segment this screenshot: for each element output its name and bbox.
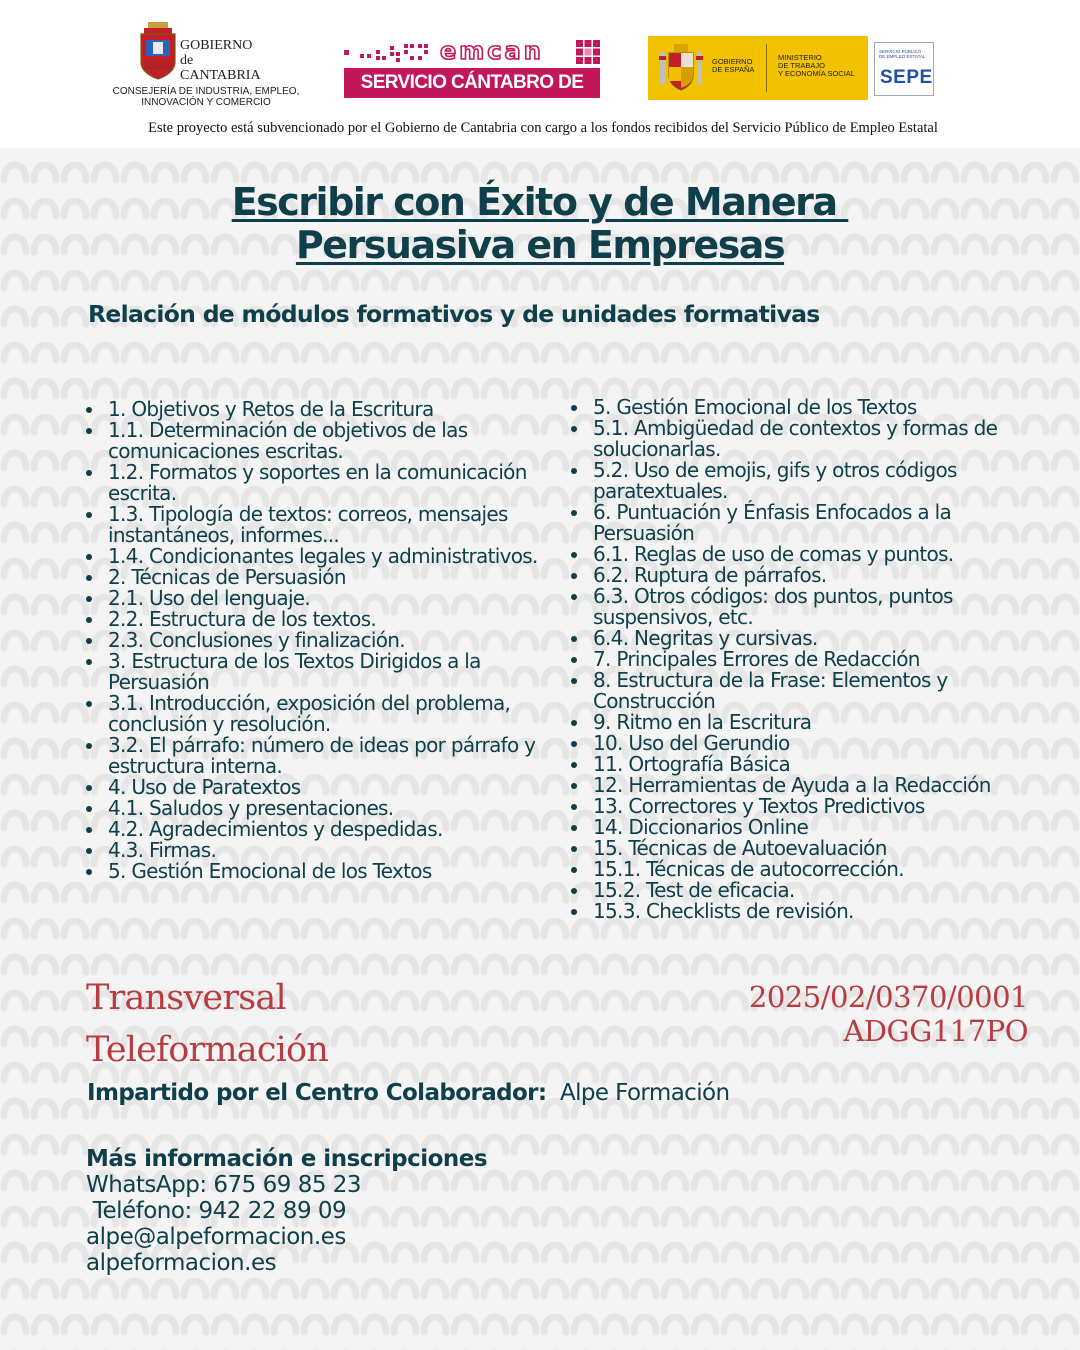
course-title <box>90 181 990 267</box>
gc-name-line: GOBIERNO <box>180 38 253 53</box>
emcan-grid-icon <box>576 40 600 64</box>
list-item: 12. Herramientas de Ayuda a la Redacción <box>571 775 1041 796</box>
list-item: 2.2. Estructura de los textos. <box>86 609 556 630</box>
gc-name-line: CANTABRIA <box>180 68 261 83</box>
contact-whatsapp[interactable]: WhatsApp: 675 69 85 23 <box>86 1172 362 1198</box>
course-category-block <box>86 972 328 1076</box>
contact-email-link[interactable]: alpe@alpeformacion.es <box>86 1224 346 1250</box>
course-title-line: Escribir con Éxito y de Manera <box>231 180 849 224</box>
contact-heading: Más información e inscripciones <box>86 1146 488 1172</box>
emcan-bar-text: SERVICIO CÁNTABRO DE EMPLEO <box>344 68 600 98</box>
list-item: 1.1. Determinación de objetivos de las comunicaciones escritas. <box>86 420 556 462</box>
contact-website-link[interactable]: alpeformacion.es <box>86 1250 277 1276</box>
emcan-logo <box>344 37 602 123</box>
spain-coat-of-arms-icon <box>658 44 704 92</box>
course-modality: Teleformación <box>86 1030 329 1070</box>
espana-gov-line: DE ESPAÑA <box>712 65 755 74</box>
list-item: 4.3. Firmas. <box>86 840 556 861</box>
list-item: 6.1. Reglas de uso de comas y puntos. <box>571 544 1041 565</box>
ministry-line: Y ECONOMÍA SOCIAL <box>778 69 855 78</box>
module-list-right <box>571 397 1041 922</box>
gobierno-espana-logo <box>648 36 868 100</box>
list-item: 9. Ritmo en la Escritura <box>571 712 1041 733</box>
list-item: 3. Estructura de los Textos Dirigidos a la Persuasión <box>86 651 556 693</box>
list-item: 1.3. Tipología de textos: correos, mensajes instantáneos, informes... <box>86 504 556 546</box>
module-list-left <box>86 399 556 882</box>
sepe-small-line: SERVICIO PÚBLICO <box>879 49 922 54</box>
list-item: 8. Estructura de la Frase: Elementos y Construcción <box>571 670 1041 712</box>
list-item: 5. Gestión Emocional de los Textos <box>86 861 556 882</box>
sepe-logo <box>874 42 934 96</box>
emcan-pixel-dots-icon <box>344 42 434 62</box>
gc-department-line: CONSEJERÍA DE INDUSTRIA, EMPLEO, <box>112 86 300 97</box>
list-item: 4.1. Saludos y presentaciones. <box>86 798 556 819</box>
ministry-line: DE TRABAJO <box>778 61 825 70</box>
list-item: 3.1. Introducción, exposición del problema, conclusión y resolución. <box>86 693 556 735</box>
cantabria-shield-icon <box>138 22 178 80</box>
list-item: 11. Ortografía Básica <box>571 754 1041 775</box>
espana-gov-line: GOBIERNO <box>712 57 753 66</box>
list-item: 5.1. Ambigüedad de contextos y formas de solucionarlas. <box>571 418 1041 460</box>
list-item: 5.2. Uso de emojis, gifs y otros códigos paratextuales. <box>571 460 1041 502</box>
list-item: 6.3. Otros códigos: dos puntos, puntos suspensivos, etc. <box>571 586 1041 628</box>
modules-heading: Relación de módulos formativos y de unidades formativas <box>88 300 820 328</box>
subsidy-note: Este proyecto está subvencionado por el Gobierno de Cantabria con cargo a los fondos recibidos del Servicio Público de Empleo Estatal <box>148 120 938 136</box>
list-item: 1.4. Condicionantes legales y administrativos. <box>86 546 556 567</box>
list-item: 4.2. Agradecimientos y despedidas. <box>86 819 556 840</box>
list-item: 14. Diccionarios Online <box>571 817 1041 838</box>
course-codes-block <box>749 980 1028 1048</box>
contact-phone[interactable]: Teléfono: 942 22 89 09 <box>86 1198 347 1224</box>
list-item: 6.2. Ruptura de párrafos. <box>571 565 1041 586</box>
course-category: Transversal <box>86 978 286 1018</box>
contact-block <box>86 1146 487 1276</box>
course-code: ADGG117PO <box>843 1014 1028 1048</box>
list-item: 4. Uso de Paratextos <box>86 777 556 798</box>
espana-separator <box>766 44 767 92</box>
gc-name-line: de <box>180 53 194 68</box>
course-title-line: Persuasiva en Empresas <box>295 223 785 267</box>
list-item: 10. Uso del Gerundio <box>571 733 1041 754</box>
gc-department-line: INNOVACIÓN Y COMERCIO <box>141 97 271 108</box>
sepe-small-line: DE EMPLEO ESTATAL <box>879 54 926 59</box>
list-item: 2.1. Uso del lenguaje. <box>86 588 556 609</box>
sepe-wordmark: SEPE <box>880 67 933 88</box>
list-item: 15. Técnicas de Autoevaluación <box>571 838 1041 859</box>
list-item: 13. Correctores y Textos Predictivos <box>571 796 1041 817</box>
provider-name: Alpe Formación <box>559 1080 730 1106</box>
list-item: 1. Objetivos y Retos de la Escritura <box>86 399 556 420</box>
list-item: 6.4. Negritas y cursivas. <box>571 628 1041 649</box>
list-item: 6. Puntuación y Énfasis Enfocados a la Persuasión <box>571 502 1041 544</box>
list-item: 1.2. Formatos y soportes en la comunicación escrita. <box>86 462 556 504</box>
list-item: 2. Técnicas de Persuasión <box>86 567 556 588</box>
file-code: 2025/02/0370/0001 <box>748 980 1028 1014</box>
list-item: 15.2. Test de eficacia. <box>571 880 1041 901</box>
gobierno-cantabria-logo <box>108 20 308 112</box>
list-item: 3.2. El párrafo: número de ideas por párrafo y estructura interna. <box>86 735 556 777</box>
provider-line <box>87 1080 729 1106</box>
list-item: 15.1. Técnicas de autocorrección. <box>571 859 1041 880</box>
ministry-line: MINISTERIO <box>778 53 822 62</box>
emcan-wordmark: emcan <box>440 37 544 65</box>
list-item: 5. Gestión Emocional de los Textos <box>571 397 1041 418</box>
list-item: 7. Principales Errores de Redacción <box>571 649 1041 670</box>
list-item: 2.3. Conclusiones y finalización. <box>86 630 556 651</box>
provider-label: Impartido por el Centro Colaborador: <box>87 1080 547 1106</box>
list-item: 15.3. Checklists de revisión. <box>571 901 1041 922</box>
